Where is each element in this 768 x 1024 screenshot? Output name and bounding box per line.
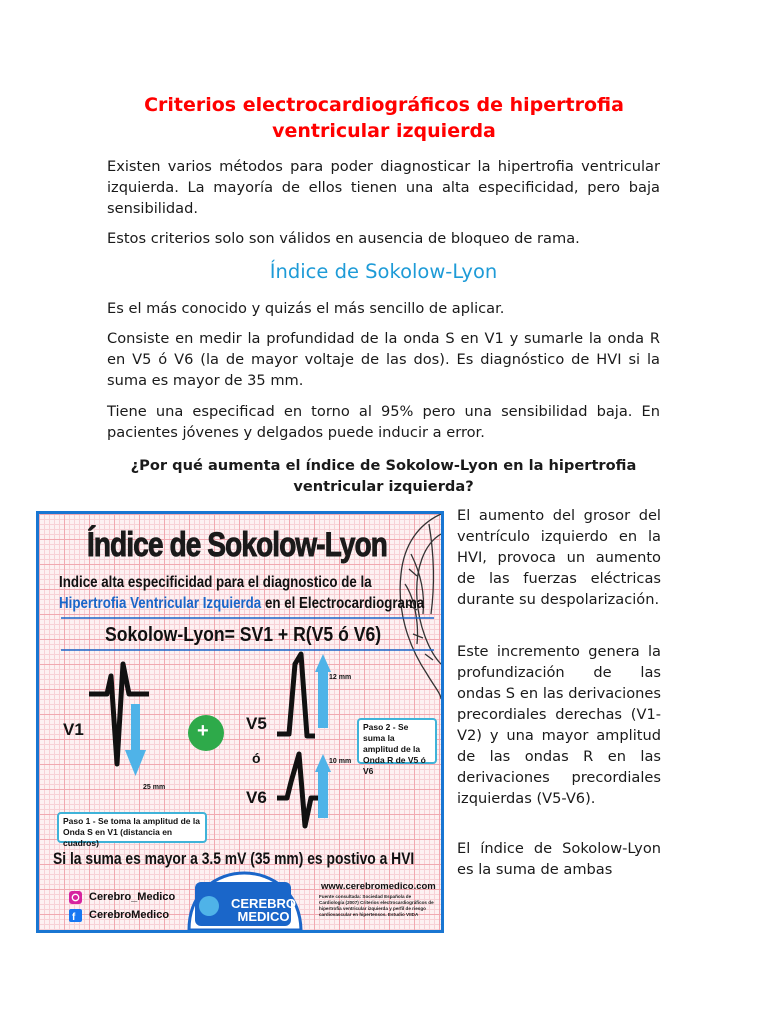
svg-text:f: f — [72, 912, 76, 923]
section-heading: Índice de Sokolow-Lyon — [269, 260, 498, 283]
document-title — [100, 92, 668, 144]
infographic-subtitle-2 — [59, 595, 424, 613]
lead-label-v1: V1 — [63, 720, 84, 739]
brain-icon — [199, 896, 219, 916]
measure-12mm: 12 mm — [329, 674, 352, 681]
step-1-box: Paso 1 - Se toma la amplitud de la Onda S en V1 (distancia en cuadros) — [57, 812, 207, 843]
ecg-wave-v5 — [277, 654, 315, 736]
section-paragraph-1: Es el más conocido y quizás el más sencillo de aplicar. — [107, 300, 505, 317]
facebook-handle: CerebroMedico — [89, 909, 170, 921]
measure-10mm: 10 mm — [329, 758, 352, 765]
brand-line-1: CEREBRO — [231, 896, 297, 911]
plus-symbol: + — [197, 720, 209, 742]
document-title-line1: Criterios electrocardiográficos de hipertrofia — [144, 94, 624, 116]
section-paragraph-2: Consiste en medir la profundidad de la onda S en V1 y sumarle la onda R en V5 ó V6 (la de mayor voltaje de las dos). Es diagnóstico de HVI si la suma es mayor de 35 mm. — [107, 330, 660, 389]
lead-label-or: ó — [252, 750, 261, 766]
arrow-down-v1 — [125, 704, 146, 776]
threshold-text: Si la suma es mayor a 3.5 mV (35 mm) es postivo a HVI — [53, 850, 415, 868]
highlight-hvi: Hipertrofia Ventricular Izquierda — [59, 595, 262, 612]
side-paragraph-2: Este incremento genera la profundización de las ondas S en las derivaciones precordiales derechas (V1-V2) y una mayor amplitud de las ondas R en las derivaciones precordiales izquierdas (V5-V6). — [457, 643, 661, 807]
brand-name — [231, 897, 296, 923]
side-paragraph-1: El aumento del grosor del ventrículo izquierdo en la HVI, provoca un aumento de las fuerzas eléctricas durante su despolarización. — [457, 507, 661, 608]
arrow-up-v5 — [315, 654, 331, 728]
step-2-box: Paso 2 - Se suma la amplitud de la Onda R de V5 ó V6 — [357, 718, 437, 764]
sokolow-lyon-infographic — [36, 511, 444, 933]
instagram-handle: Cerebro_Medico — [89, 891, 176, 903]
lead-label-v5: V5 — [246, 714, 267, 733]
intro-paragraph-1: Existen varios métodos para poder diagnosticar la hipertrofia ventricular izquierda. La mayoría de ellos tienen una alta especificidad, pero baja sensibilidad. — [107, 158, 660, 217]
document-title-line2: ventricular izquierda — [272, 120, 496, 142]
side-paragraph-3: El índice de Sokolow-Lyon es la suma de ambas — [457, 840, 661, 878]
section-paragraph-3: Tiene una especificad en torno al 95% pero una sensibilidad baja. En pacientes jóvenes y delgados puede inducir a error. — [107, 403, 660, 441]
instagram-icon — [69, 891, 82, 904]
facebook-icon — [69, 909, 82, 922]
intro-paragraph-2: Estos criterios solo son válidos en ausencia de bloqueo de rama. — [107, 230, 580, 247]
website-label: www.cerebromedico.com — [321, 881, 436, 892]
infographic-title: Índice de Sokolow-Lyon — [87, 526, 388, 564]
measure-25mm: 25 mm — [143, 784, 166, 791]
subtitle-2-rest: en el Electrocardiograma — [261, 595, 425, 612]
source-citation: Fuente consultada: Sociedad Española de Cardiología (2007) Criterios electrocardiográficos de hipertrofia ventricular izquierda y perfil de riesgo cardiovascular en hipertensos. Estudio VIIDA — [319, 894, 434, 917]
sokolow-formula: Sokolow-Lyon= SV1 + R(V5 ó V6) — [105, 624, 382, 646]
infographic-subtitle-1: Indice alta especificidad para el diagnostico de la — [59, 574, 372, 591]
ecg-wave-v6 — [277, 754, 321, 826]
question-heading: ¿Por qué aumenta el índice de Sokolow-Lyon en la hipertrofia ventricular izquierda? — [130, 457, 637, 495]
brand-line-2: MEDICO — [237, 909, 290, 924]
lead-label-v6: V6 — [246, 788, 267, 807]
